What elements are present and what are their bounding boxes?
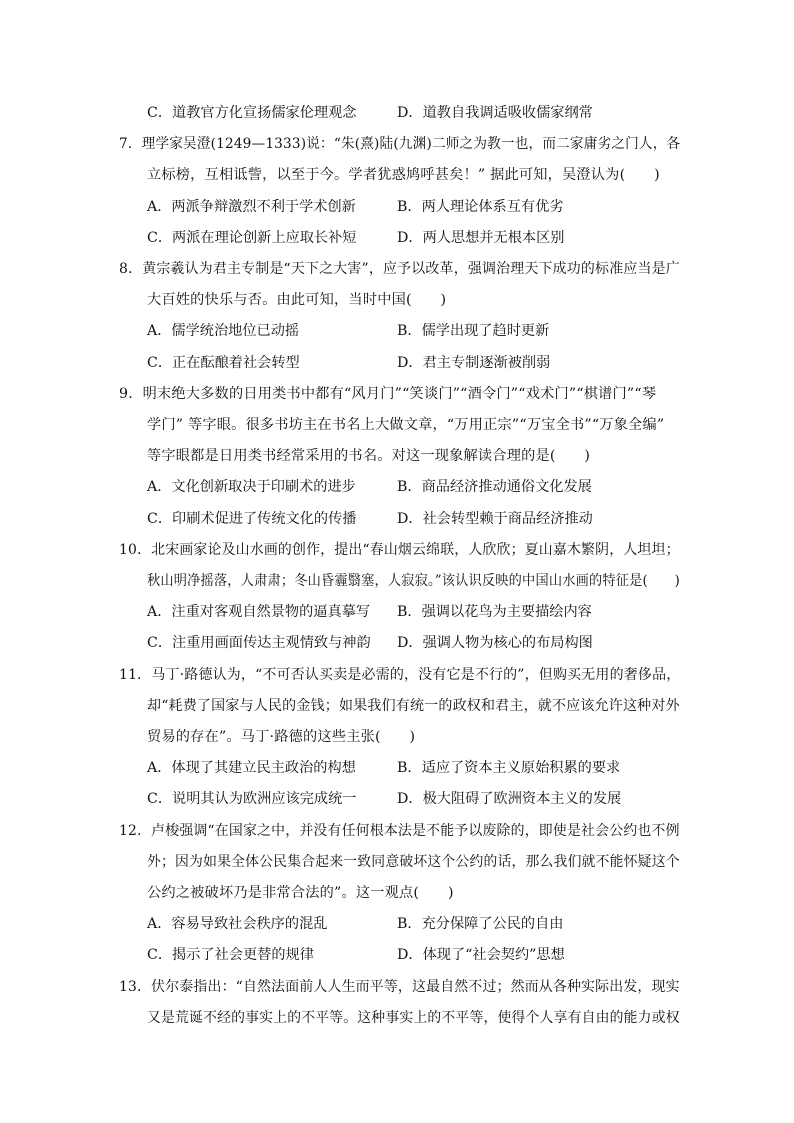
option-c: C．道教官方化宣扬儒家伦理观念 bbox=[147, 105, 357, 121]
option-b: B．儒学出现了趋时更新 bbox=[397, 323, 550, 340]
option-c: C．正在酝酿着社会转型 bbox=[147, 354, 300, 371]
question-stem-continued: 等字眼都是日用类书经常采用的书名。对这一现象解读合理的是( ) bbox=[147, 448, 591, 465]
question-stem: 9．明末绝大多数的日用类书中都有“风月门”“笑谈门”“酒令门”“戏术门”“棋谱门”“琴 bbox=[119, 385, 657, 402]
option-c: C．两派在理论创新上应取长补短 bbox=[147, 229, 357, 246]
option-a: A．两派争辩激烈不利于学术创新 bbox=[147, 198, 356, 215]
option-d: D．道教自我调适吸收儒家纲常 bbox=[397, 105, 593, 121]
option-a: A．儒学统治地位已动摇 bbox=[147, 323, 300, 340]
option-c: C．揭示了社会更替的规律 bbox=[147, 947, 314, 964]
question-stem: 7．理学家吴澄(1249—1333)说：“朱(熹)陆(九渊)二师之为教一也，而二家庸劣之门人，各 bbox=[119, 136, 681, 153]
option-a: A．容易导致社会秩序的混乱 bbox=[147, 916, 328, 933]
question-stem: 11．马丁·路德认为，“不可否认买卖是必需的，没有它是不行的”，但购买无用的奢侈品， bbox=[119, 666, 681, 683]
option-a: A．文化创新取决于印刷术的进步 bbox=[147, 479, 356, 496]
question-stem: 10．北宋画家论及山水画的创作，提出“春山烟云绵联，人欣欣；夏山嘉木繁阴，人坦坦； bbox=[119, 541, 680, 558]
option-b: B．充分保障了公民的自由 bbox=[397, 916, 564, 933]
question-stem-continued: 贸易的存在”。马丁·路德的这些主张( ) bbox=[147, 729, 416, 745]
option-a: A．体现了其建立民主政治的构想 bbox=[147, 760, 356, 777]
option-c: C．说明其认为欧洲应该完成统一 bbox=[147, 791, 357, 808]
question-stem-continued: 又是荒诞不经的事实上的不平等。这种事实上的不平等，使得个人享有自由的能力或权 bbox=[147, 1009, 680, 1026]
question-stem-continued: 大百姓的快乐与否。由此可知，当时中国( ) bbox=[147, 292, 447, 309]
question-stem-continued: 却“耗费了国家与人民的金钱；如果我们有统一的政权和君主，就不应该允许这种对外 bbox=[147, 697, 680, 714]
question-stem: 8．黄宗羲认为君主专制是“天下之大害”，应予以改革，强调治理天下成功的标准应当是广 bbox=[119, 261, 680, 277]
option-c: C．印刷术促进了传统文化的传播 bbox=[147, 510, 357, 527]
option-d: D．强调人物为核心的布局构图 bbox=[397, 635, 593, 652]
option-d: D．社会转型赖于商品经济推动 bbox=[397, 510, 593, 527]
option-b: B．商品经济推动通俗文化发展 bbox=[397, 479, 592, 496]
question-stem-continued: 学门” 等字眼。很多书坊主在书名上大做文章，“万用正宗”“万宝全书”“万象全编” bbox=[147, 417, 665, 433]
option-b: B．两人理论体系互有优劣 bbox=[397, 198, 564, 215]
option-d: D．极大阻碍了欧洲资本主义的发展 bbox=[397, 791, 622, 808]
option-b: B．强调以花鸟为主要描绘内容 bbox=[397, 604, 592, 621]
option-b: B．适应了资本主义原始积累的要求 bbox=[397, 760, 621, 777]
question-stem-continued: 外；因为如果全体公民集合起来一致同意破坏这个公约的话，那么我们就不能怀疑这个 bbox=[147, 853, 680, 870]
question-stem-continued: 秋山明净摇落，人肃肃；冬山昏霾翳塞，人寂寂。”该认识反映的中国山水画的特征是( ) bbox=[147, 573, 680, 589]
option-d: D．君主专制逐渐被削弱 bbox=[397, 354, 551, 371]
option-c: C．注重用画面传达主观情致与神韵 bbox=[147, 635, 371, 652]
question-stem: 13．伏尔泰指出：“自然法面前人人生而平等，这最自然不过；然而从各种实际出发，现实 bbox=[119, 978, 680, 995]
question-stem: 12．卢梭强调“在国家之中，并没有任何根本法是不能予以废除的，即使是社会公约也不例 bbox=[119, 822, 680, 839]
option-d: D．两人思想并无根本区别 bbox=[397, 229, 565, 246]
question-stem-continued: 公约之被破坏乃是非常合法的”。这一观点( ) bbox=[147, 885, 454, 901]
option-d: D．体现了“社会契约”思想 bbox=[397, 947, 565, 964]
question-stem-continued: 立标榜，互相诋訾，以至于今。学者犹惑鸠呼甚矣！” 据此可知，吴澄认为( ) bbox=[147, 167, 660, 184]
option-a: A．注重对客观自然景物的逼真摹写 bbox=[147, 604, 371, 621]
